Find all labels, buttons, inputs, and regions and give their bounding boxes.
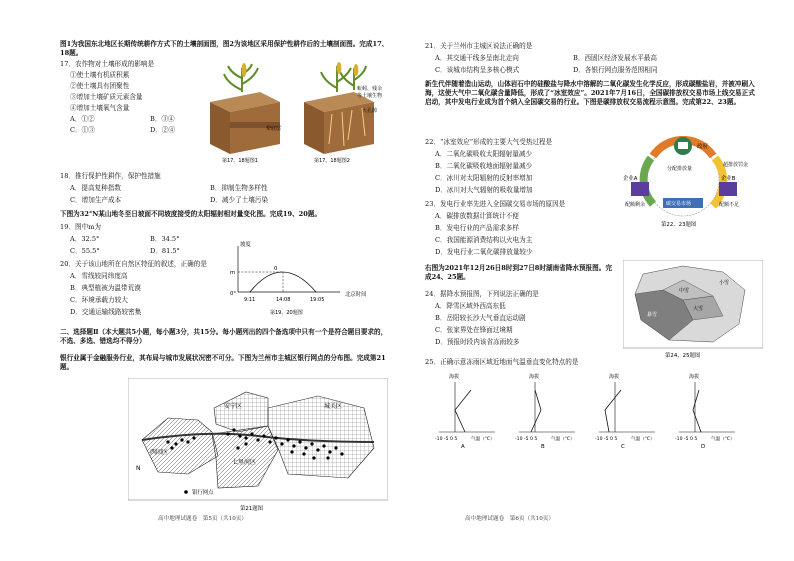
graph-b-xlabel: 气温（℃）: [551, 437, 575, 442]
hunan-label-4: 小雪: [719, 280, 730, 286]
enterprise-b-icon: [719, 182, 737, 196]
graph-d-label[interactable]: D: [701, 444, 706, 450]
slope-radiation-chart: [230, 240, 390, 322]
q17-option-d[interactable]: D．②④: [150, 126, 176, 134]
question-21: 21．关于兰州市主城区说法正确的是: [425, 42, 533, 50]
north-arrow: N: [136, 465, 141, 472]
q19-option-b[interactable]: B．34.5°: [150, 235, 180, 243]
q22-option-d[interactable]: D．冰川对大气辐射的吸收量增加: [435, 186, 533, 194]
q19-option-a[interactable]: A．32.5°: [70, 235, 100, 243]
q17-option-c[interactable]: C．①③: [70, 126, 95, 134]
chart-tick-1: 9:11: [244, 297, 256, 303]
diagram-label-allocation: 分配排放量: [667, 166, 693, 172]
q17-item-1: ①使土壤有机质积累: [70, 71, 130, 79]
graph-b-ylabel: 海拔: [529, 374, 540, 380]
q18-option-a[interactable]: A．提高复种指数: [70, 184, 121, 192]
intro-21: 银行业属于金融服务行业，其布局与城市发展状况密不可分。下图为兰州市主城区银行网点的分布图。完成第21题。: [60, 354, 386, 371]
fig2-label-2: 等土壤生物: [357, 93, 383, 99]
q21-option-b[interactable]: B．西固区经济发展水平最高: [573, 54, 657, 62]
q17-option-a[interactable]: A．①②: [70, 115, 95, 123]
graph-c: [595, 373, 655, 450]
graph-b: [515, 373, 575, 450]
map-caption: 第21题图: [240, 506, 264, 512]
question-23: 23．发电行业率先进入全国碳交易市场的原因是: [425, 200, 566, 208]
question-25: 25．正确示意冻雨区域近地面气温垂直变化特点的是: [425, 358, 579, 366]
q18-option-b[interactable]: B．抑制生物多样性: [210, 184, 268, 192]
chart-tick-3: 19:05: [310, 297, 325, 303]
graph-a-ticks: -10 -5 0 5: [435, 437, 458, 442]
q17-item-3: ③增加土壤矿质元素含量: [70, 93, 143, 101]
graph-c-label[interactable]: C: [621, 444, 625, 450]
question-22: 22．“冰室效应”形成的主要大气受热过程是: [425, 138, 553, 146]
graph-d-ticks: -10 -5 0 5: [675, 437, 698, 442]
fig1-label: 犁底层: [266, 126, 282, 132]
graph-c-ticks: -10 -5 0 5: [595, 437, 618, 442]
diagram-label-government: 政府: [697, 144, 708, 150]
intro-19-20: 下图为32°N某山地冬至日坡面不同坡度接受的太阳辐射相对量变化图。完成19、20题。: [60, 210, 322, 218]
graph-a-ylabel: 海拔: [449, 374, 460, 380]
chart-origin-label: 0°: [230, 291, 237, 297]
q21-option-a[interactable]: A．其交通干线多呈南北走向: [435, 54, 519, 62]
q24-option-c[interactable]: C．张家界处在锋面过境期: [435, 326, 513, 334]
chart-m-label: m: [230, 270, 236, 276]
graph-a-label[interactable]: A: [461, 444, 465, 450]
q24-option-a[interactable]: A．降雪区域外西高东低: [435, 302, 506, 310]
q20-option-a[interactable]: A．雪线较同纬度高: [70, 272, 128, 280]
chart-zero-label: 0: [274, 266, 278, 272]
chart-xlabel: 北京时间: [345, 292, 367, 298]
lanzhou-bank-map: [128, 378, 388, 514]
graph-c-xlabel: 气温（℃）: [631, 437, 655, 442]
q20-option-d[interactable]: D．交通运输线路较密集: [70, 308, 142, 316]
carbon-trading-diagram: [623, 136, 763, 242]
diagram-label-enterprise-a: 企业A: [623, 176, 638, 182]
graph-b-label[interactable]: B: [541, 444, 545, 450]
hunan-caption: 第24、25题图: [665, 353, 701, 359]
fig2-label-3: 大孔隙: [362, 108, 378, 114]
map-label-anning: 安宁区: [224, 403, 243, 410]
diagram-label-surplus: 配额剩余: [625, 202, 646, 208]
hunan-label-2: 大雪: [693, 306, 704, 312]
fig2-caption: 第17、18题图2: [314, 158, 350, 164]
intro-24-25: 右图为2021年12月26日8时到27日8时湖南省降水预报图。完成24、25题。: [425, 264, 612, 281]
enterprise-a-icon: [631, 182, 649, 196]
radiation-curve: [250, 272, 316, 292]
q24-option-d[interactable]: D．预报时段内该省冻雨较多: [435, 338, 520, 346]
graph-d-xlabel: 气温（℃）: [711, 437, 735, 442]
graph-d-ylabel: 海拔: [689, 374, 700, 380]
temperature-profile-graphs: [435, 370, 755, 450]
hunan-label-3: 中雪: [679, 288, 690, 294]
graph-c-ylabel: 海拔: [609, 374, 620, 380]
intro-17-18: 图1为我国东北地区长期传统耕作方式下的土壤剖面图，图2为该地区采用保护性耕作后的土壤剖面图。完成17、18题。: [60, 40, 389, 57]
question-19: 19．图中m为: [60, 223, 102, 231]
graph-b-ticks: -10 -5 0 5: [515, 437, 538, 442]
q22-option-a[interactable]: A．二氧化碳吸收太阳辐射量减少: [435, 150, 533, 158]
diagram-label-enterprise-b: 企业B: [721, 176, 736, 182]
q22-option-c[interactable]: C．冰川对太阳辐射的反射率增加: [435, 174, 533, 182]
q23-option-c[interactable]: C．我国能源消费结构以火电为主: [435, 236, 533, 244]
page-footer-left: 高中地理试题卷 第5页（共10页）: [158, 516, 247, 522]
fig2-label-1: 蚯蚓、残余: [357, 86, 383, 92]
q24-option-b[interactable]: B．岳阳较长沙大气垂直运动剧: [435, 314, 526, 322]
q22-option-b[interactable]: B．二氧化碳吸收地面辐射量减少: [435, 162, 533, 170]
q17-item-4: ④增加土壤氧气含量: [70, 104, 130, 112]
graph-a: [435, 373, 495, 450]
fig1-caption: 第17、18题图1: [222, 158, 258, 164]
map-label-chengguan: 城关区: [324, 403, 343, 410]
graph-a-xlabel: 气温（℃）: [471, 437, 495, 442]
chart-caption: 第19、20题图: [270, 310, 303, 316]
q18-option-d[interactable]: D．减少了土壤污染: [210, 196, 269, 204]
page-footer-right: 高中地理试题卷 第6页（共10页）: [465, 516, 554, 522]
q20-option-c[interactable]: C．环境承载力较大: [70, 296, 128, 304]
question-24: 24．据降水预报图，下列说法正确的是: [425, 290, 539, 298]
q17-item-2: ②使土壤具有团聚性: [70, 82, 130, 90]
hunan-label-1: 暴雪: [647, 312, 658, 318]
diagram-label-market: 碳交易市场: [666, 201, 692, 207]
q20-option-b[interactable]: B．典型植被为温带荒漠: [70, 284, 141, 292]
chart-tick-2: 14:08: [276, 297, 291, 303]
question-17: 17．农作物对土壤形成的影响是: [60, 60, 155, 68]
legend-dot-icon: [184, 490, 188, 494]
q23-option-d[interactable]: D．发电行业二氧化碳排放量较少: [435, 248, 533, 256]
q19-option-d[interactable]: D．81.5°: [150, 247, 180, 255]
chart-ylabel: 坡度: [240, 242, 251, 248]
q17-option-b[interactable]: B．③④: [150, 115, 175, 123]
intro-22-23: 新生代伴随着造山运动，山体岩石中的硅酸盐与降水中溶解的二氧化碳发生化学反应，形成碳酸盐岩，并被冲刷入海，这使大气中二氧化碳含量降低，形成了“冰室效应”。2021年7月16日，全国碳排放权交易市场上线交易正式启动，其中发电行业成为首个纳入全国碳交易的行业。下图是碳排放权交易流程示意图。完成第22、23题。: [425, 80, 755, 106]
q18-option-c[interactable]: C．增加生产成本: [70, 196, 122, 204]
q21-option-c[interactable]: C．该城市结构呈多核心模式: [435, 66, 520, 74]
map-legend-label: 银行网点: [192, 490, 214, 496]
question-20: 20．关于该山地所在自然区特征的叙述，正确的是: [60, 260, 207, 268]
q23-option-b[interactable]: B．发电行业的产品需求多样: [435, 224, 519, 232]
q19-option-c[interactable]: C．55.5°: [70, 247, 100, 255]
map-label-xigu: 西固区: [150, 449, 169, 456]
q23-option-a[interactable]: A．碳排放数据计算统计不便: [435, 212, 519, 220]
soil-profile-figures: [202, 62, 392, 164]
section-2-heading: 二、选择题Ⅱ（本大题共5小题，每小题3分，共15分。每小题列出的四个备选项中只有一个是符合题目要求的，不选、多选、错选均不得分）: [60, 328, 388, 345]
diagram-label-shortage: 配额不足: [719, 202, 740, 208]
map-label-qilihe: 七里河区: [232, 459, 257, 466]
question-18: 18．推行保护性耕作，保护性措施: [60, 172, 161, 180]
diagram-label-penalty: 超排放罚金: [723, 162, 749, 168]
hunan-precipitation-map: [623, 260, 763, 360]
soil-profile-fig1: [210, 63, 280, 154]
q21-option-d[interactable]: D．各银行网点服务范围相同: [573, 66, 658, 74]
diagram-caption: 第22、23题图: [661, 222, 697, 228]
graph-d: [675, 373, 735, 450]
